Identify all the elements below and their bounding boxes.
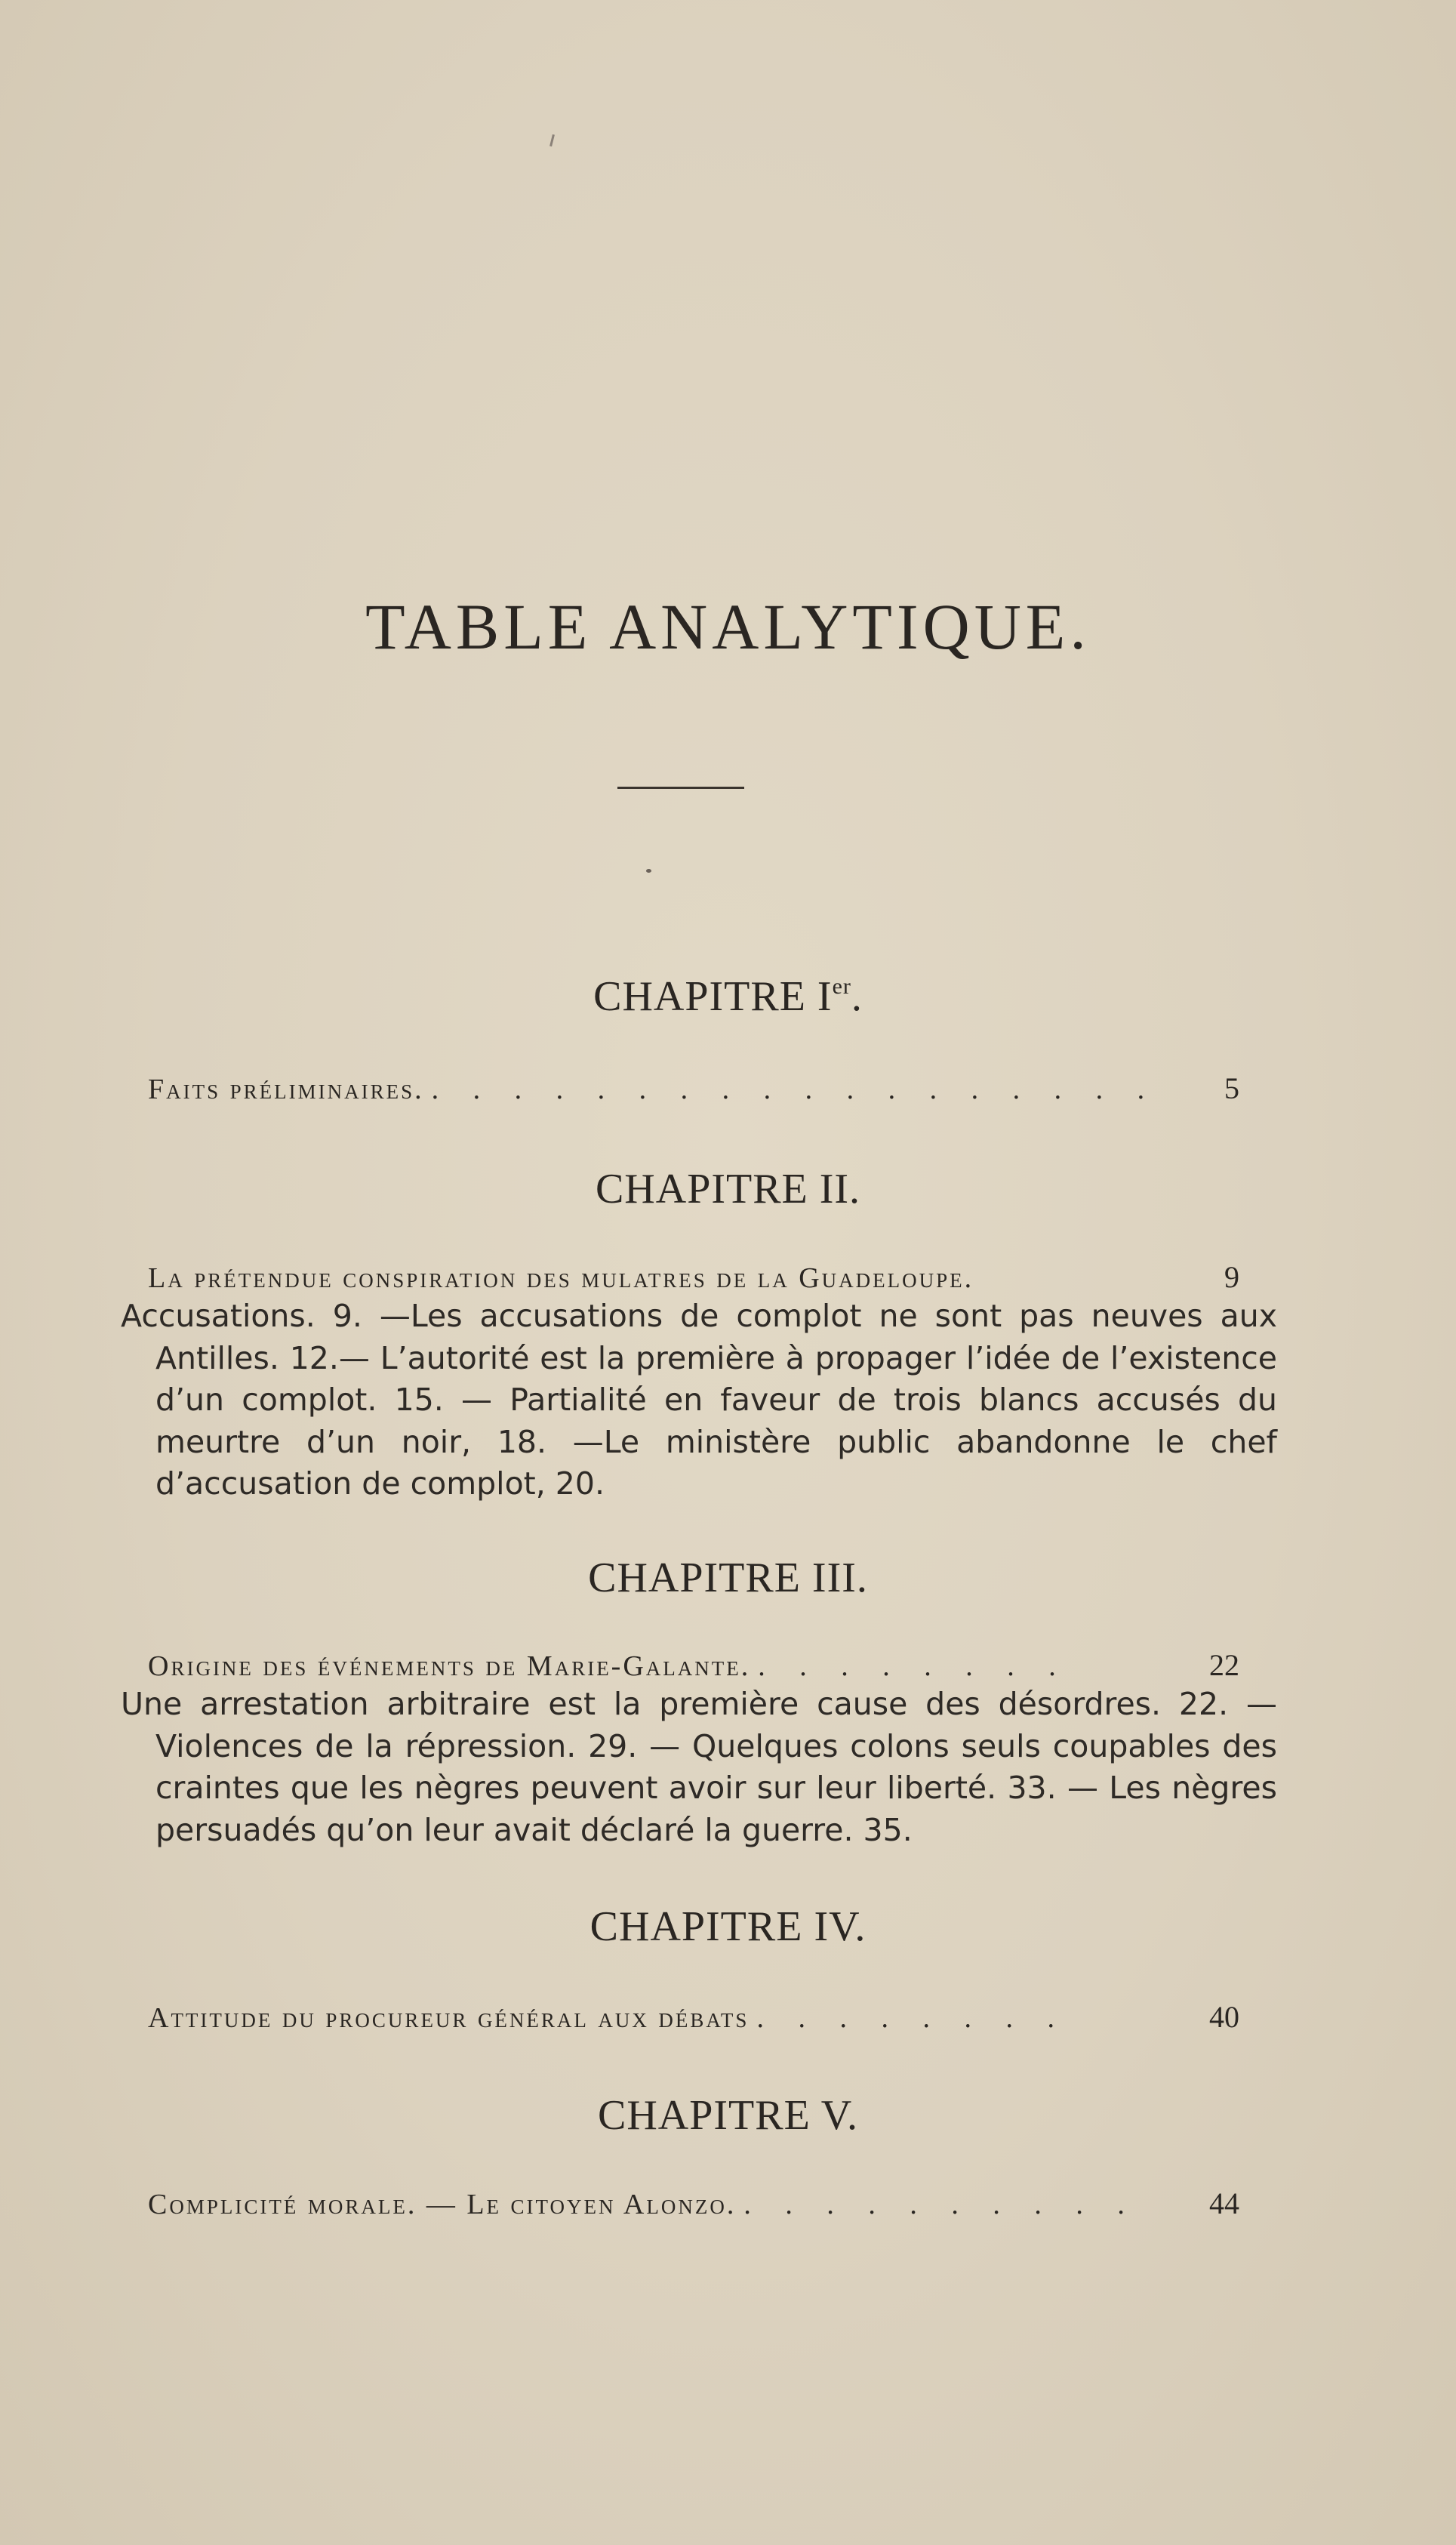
chapter-heading-5: CHAPITRE V.	[597, 2092, 858, 2139]
chapter-heading-1-period: .	[851, 973, 863, 1020]
toc-entry-5-leader: . . . . . . . . . .	[743, 2189, 1138, 2220]
toc-entry-5-page: 44	[1209, 2186, 1239, 2220]
toc-entry-4[interactable]	[148, 1999, 1239, 2035]
chapter-heading-1-ordinal: er	[832, 974, 851, 999]
toc-entry-4-page: 40	[1209, 2000, 1239, 2034]
toc-entry-3-page: 22	[1209, 1648, 1239, 1682]
chapter-heading-4: CHAPITRE IV.	[589, 1903, 867, 1950]
chapter-3-summary: Une arrestation arbitraire est la première cause des désordres. 22. — Violences de la répression. 29. — Quelques colons seuls coupables des craintes que les nègres peuvent avoir sur leur liberté. 33. — Les nègres persuadés qu’on leur avait déclaré la guerre. 35.	[121, 1686, 1277, 1848]
toc-entry-2-page: 9	[1224, 1260, 1239, 1294]
chapter-heading-2: CHAPITRE II.	[595, 1166, 861, 1212]
toc-entry-4-leader: . . . . . . . .	[756, 2002, 1068, 2034]
page-title: TABLE ANALYTIQUE.	[365, 590, 1091, 663]
toc-entry-4-title: Attitude du procureur général aux débats	[148, 2002, 750, 2034]
ink-mark	[549, 134, 555, 146]
toc-entry-2-title: La prétendue conspiration des mulatres de la Guadeloupe.	[148, 1262, 974, 1294]
title-divider	[617, 787, 744, 789]
ornament-dot	[646, 869, 651, 873]
chapter-2-summary: Accusations. 9. —Les accusations de complot ne sont pas neuves aux Antilles. 12.— L’autorité est la première à propager l’idée de l’existence d’un complot. 15. — Partialité en faveur de trois blancs accusés du meurtre d’un noir, 18. —Le ministère public abandonne le chef d’accusation de complot, 20.	[121, 1298, 1277, 1502]
chapter-heading-1	[0, 972, 1456, 1021]
toc-entry-1-title: Faits préliminaires.	[148, 1074, 424, 1105]
chapter-heading-3: CHAPITRE III.	[588, 1554, 868, 1601]
toc-entry-1-leader: . . . . . . . . . . . . . . . . . .	[431, 1074, 1159, 1105]
toc-entry-3-leader: . . . . . . . .	[758, 1650, 1070, 1682]
toc-entry-2[interactable]	[148, 1259, 1239, 1295]
toc-entry-3[interactable]	[148, 1647, 1239, 1683]
toc-entry-1-page: 5	[1224, 1071, 1239, 1105]
toc-entry-5[interactable]	[148, 2186, 1239, 2221]
toc-entry-3-title: Origine des événements de Marie-Galante.	[148, 1650, 751, 1682]
toc-entry-1[interactable]	[148, 1071, 1239, 1106]
toc-entry-5-title: Complicité morale. — Le citoyen Alonzo.	[148, 2189, 737, 2220]
chapter-heading-1-text: CHAPITRE I	[593, 973, 833, 1020]
